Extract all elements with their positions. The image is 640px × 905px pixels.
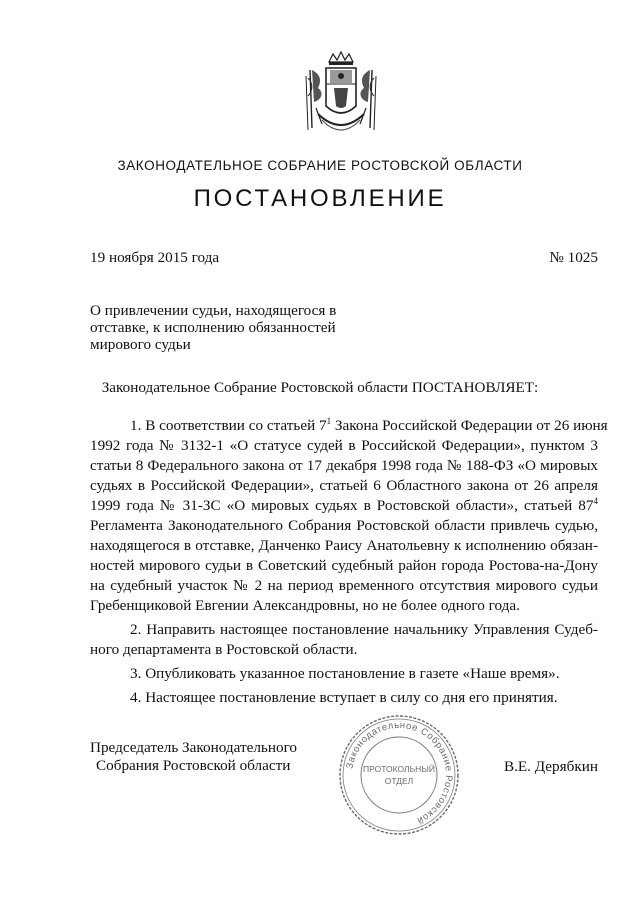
document-title: ПОСТАНОВЛЕНИЕ — [193, 185, 447, 212]
item-3: 3. Опубликовать указанное постановление в газете «Наше время». — [130, 665, 560, 682]
item-1-line: 1992 года № 3132-1 «О статусе судей в Российской Федерации», пунктом 3 — [90, 437, 598, 454]
stamp-center-text: ОТДЕЛ — [384, 776, 414, 786]
item-1-line: 1999 года № 31-ЗС «О мировых судьях в Ростовской области», статьей $87^4$ — [90, 495, 598, 514]
subject-line: О привлечении судьи, находящегося в — [90, 302, 337, 319]
subject-line: отставке, к исполнению обязанностей — [90, 319, 336, 336]
official-stamp — [336, 712, 462, 838]
item-1-line: статьи 8 Федерального закона от 17 декабря 1998 года № 188-ФЗ «О мировых — [90, 457, 598, 474]
item-1-line: Регламента Законодательного Собрания Ростовской области привлечь судью, — [90, 517, 598, 534]
document-subject — [90, 302, 350, 353]
resolution-body — [90, 415, 608, 708]
organization-name: ЗАКОНОДАТЕЛЬНОЕ СОБРАНИЕ РОСТОВСКОЙ ОБЛАСТИ — [117, 158, 523, 173]
signatory-name: В.Е. Дерябкин — [503, 758, 598, 775]
stamp-ring-text: Законодательное Собрание Ростовской — [344, 719, 455, 827]
subject-line: мирового судьи — [90, 336, 191, 353]
document-number: № 1025 — [549, 249, 598, 266]
coat-of-arms-emblem — [300, 50, 382, 140]
item-1-line: находящегося в отставке, Данченко Раису Анатольевну к исполнению обязан- — [90, 537, 598, 554]
item-4: 4. Настоящее постановление вступает в силу со дня его принятия. — [130, 689, 558, 706]
item-1-line: судьях в Российской Федерации», статьей 6 Областного закона от 26 апреля — [90, 477, 598, 494]
item-2-line: ного департамента в Ростовской области. — [90, 641, 358, 658]
item-1-line: ностей мирового судьи в Советский судебный район города Ростова-на-Дону — [90, 557, 598, 574]
item-2-line: 2. Направить настоящее постановление начальнику Управления Судеб- — [130, 621, 598, 638]
item-1-line: на судебный участок № 2 на период временного отсутствия мирового судьи — [90, 577, 598, 594]
stamp-center-text: ПРОТОКОЛЬНЫЙ — [363, 764, 435, 774]
item-1-line: 1. В соответствии со статьей $7^1$ Закона Российской Федерации от 26 июня — [130, 415, 608, 434]
preamble: Законодательное Собрание Ростовской области ПОСТАНОВЛЯЕТ: — [101, 379, 539, 396]
document-date: 19 ноября 2015 года — [90, 249, 220, 266]
signatory-position: Председатель Законодательного Собрания Ростовской области — [90, 739, 298, 774]
item-1-line: Гребенщиковой Евгении Александровны, но не более одного года. — [90, 597, 520, 614]
